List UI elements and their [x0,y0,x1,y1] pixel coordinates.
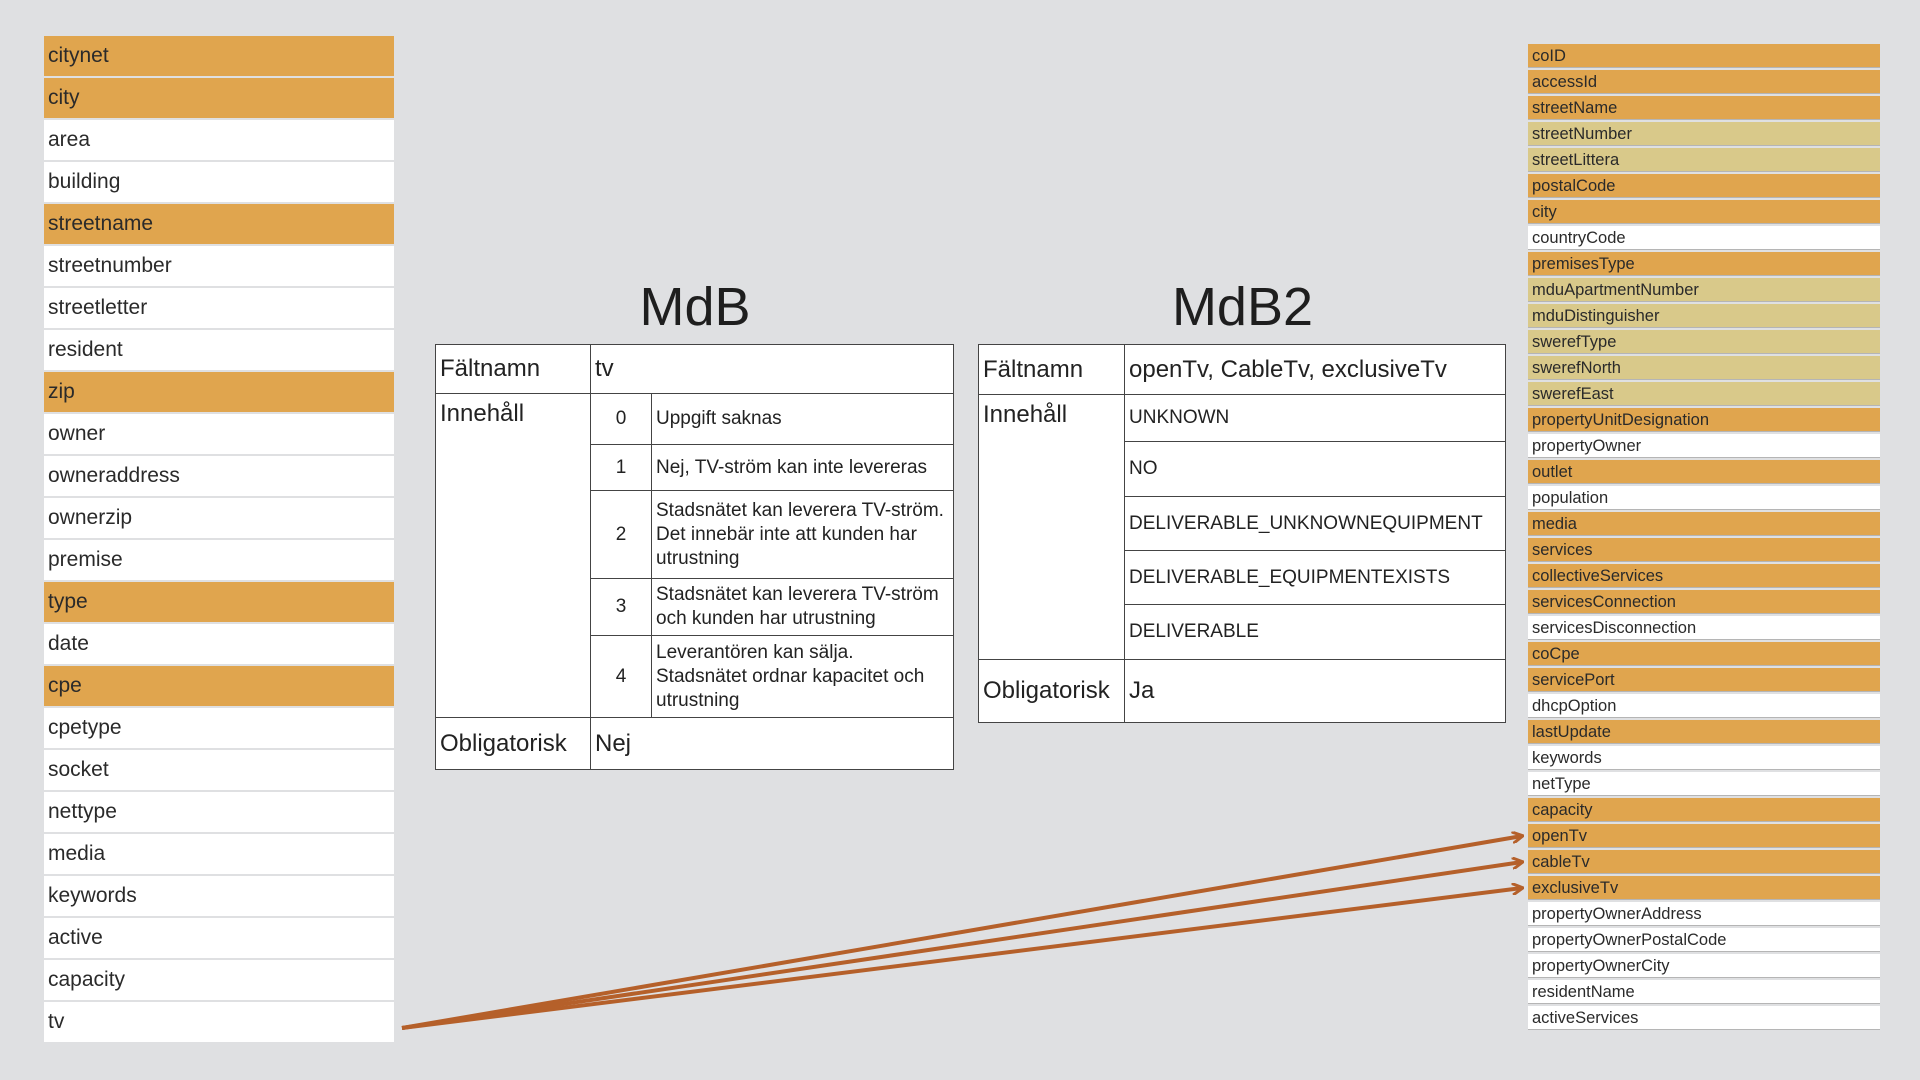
mdb-field-type: type [44,582,394,622]
mdb2-field-cabletv: cableTv [1528,850,1880,874]
mdb-field-date: date [44,624,394,664]
mdb2-field-capacity: capacity [1528,798,1880,822]
mdb-field-cpetype: cpetype [44,708,394,748]
required-value: Ja [1125,660,1506,723]
mdb2-field-media: media [1528,512,1880,536]
mdb2-field-coid: coID [1528,44,1880,68]
mdb2-field-activeservices: activeServices [1528,1006,1880,1030]
required-value: Nej [591,718,954,770]
mdb2-field-propertyownerpostalcode: propertyOwnerPostalCode [1528,928,1880,952]
mdb2-field-lastupdate: lastUpdate [1528,720,1880,744]
mdb-field-streetletter: streetletter [44,288,394,328]
mdb-field-building: building [44,162,394,202]
mdb2-field-propertyunitdesignation: propertyUnitDesignation [1528,408,1880,432]
value-description: Leverantören kan sälja. Stadsnätet ordnar kapacitet och utrustning [652,636,954,718]
mdb-field-zip: zip [44,372,394,412]
mdb2-field-swerefeast: swerefEast [1528,382,1880,406]
field-name-value: tv [591,345,954,394]
mdb2-field-population: population [1528,486,1880,510]
mdb-field-city: city [44,78,394,118]
mdb2-field-nettype: netType [1528,772,1880,796]
mdb2-field-swereftype: swerefType [1528,330,1880,354]
mdb-field-cpe: cpe [44,666,394,706]
mdb2-field-propertyowner: propertyOwner [1528,434,1880,458]
mdb2-field-residentname: residentName [1528,980,1880,1004]
mdb2-field-cocpe: coCpe [1528,642,1880,666]
mapping-arrow-exclusivetv [402,888,1522,1028]
mdb-field-capacity: capacity [44,960,394,1000]
value-code: 3 [591,579,652,636]
mdb2-field-collectiveservices: collectiveServices [1528,564,1880,588]
enum-value: DELIVERABLE_EQUIPMENTEXISTS [1125,551,1506,605]
mdb2-field-serviceport: servicePort [1528,668,1880,692]
value-description: Stadsnätet kan leverera TV-ström. Det innebär inte att kunden har utrustning [652,491,954,579]
mdb2-field-streetlittera: streetLittera [1528,148,1880,172]
value-description: Nej, TV-ström kan inte levereras [652,445,954,491]
mdb2-field-streetnumber: streetNumber [1528,122,1880,146]
mdb-title: MdB [639,277,751,337]
mapping-arrow-cabletv [402,862,1522,1028]
mdb-field-streetname: streetname [44,204,394,244]
mdb2-field-dhcpoption: dhcpOption [1528,694,1880,718]
mdb-field-keywords: keywords [44,876,394,916]
mdb-field-nettype: nettype [44,792,394,832]
value-code: 1 [591,445,652,491]
mdb2-field-exclusivetv: exclusiveTv [1528,876,1880,900]
value-code: 2 [591,491,652,579]
mapping-arrow-opentv [402,836,1522,1028]
field-name-label: Fältnamn [436,345,591,394]
field-name-value: openTv, CableTv, exclusiveTv [1125,345,1506,395]
mdb-field-area: area [44,120,394,160]
mdb2-field-mduapartmentnumber: mduApartmentNumber [1528,278,1880,302]
value-code: 0 [591,394,652,445]
required-label: Obligatorisk [979,660,1125,723]
mdb-field-tv: tv [44,1002,394,1042]
mdb2-field-opentv: openTv [1528,824,1880,848]
mdb2-field-city: city [1528,200,1880,224]
mdb2-field-premisestype: premisesType [1528,252,1880,276]
mdb2-field-propertyownercity: propertyOwnerCity [1528,954,1880,978]
required-label: Obligatorisk [436,718,591,770]
mdb2-field-swerefnorth: swerefNorth [1528,356,1880,380]
mdb2-field-accessid: accessId [1528,70,1880,94]
mdb2-field-mdudistinguisher: mduDistinguisher [1528,304,1880,328]
field-name-label: Fältnamn [979,345,1125,395]
mdb2-field-countrycode: countryCode [1528,226,1880,250]
enum-value: NO [1125,442,1506,497]
mdb2-field-servicesconnection: servicesConnection [1528,590,1880,614]
mdb2-field-propertyowneraddress: propertyOwnerAddress [1528,902,1880,926]
content-label: Innehåll [436,394,591,718]
mdb-field-active: active [44,918,394,958]
content-label: Innehåll [979,395,1125,660]
mdb-field-streetnumber: streetnumber [44,246,394,286]
mdb2-field-keywords: keywords [1528,746,1880,770]
value-description: Uppgift saknas [652,394,954,445]
enum-value: UNKNOWN [1125,395,1506,442]
mdb-field-resident: resident [44,330,394,370]
value-description: Stadsnätet kan leverera TV-ström och kunden har utrustning [652,579,954,636]
enum-value: DELIVERABLE [1125,605,1506,660]
mdb2-field-servicesdisconnection: servicesDisconnection [1528,616,1880,640]
enum-value: DELIVERABLE_UNKNOWNEQUIPMENT [1125,497,1506,551]
mdb2-title: MdB2 [1171,277,1314,337]
mdb-field-owneraddress: owneraddress [44,456,394,496]
mdb-field-premise: premise [44,540,394,580]
mdb2-field-services: services [1528,538,1880,562]
mdb2-field-outlet: outlet [1528,460,1880,484]
mdb2-field-streetname: streetName [1528,96,1880,120]
mdb-field-media: media [44,834,394,874]
mdb-field-owner: owner [44,414,394,454]
mdb-field-citynet: citynet [44,36,394,76]
mdb2-field-postalcode: postalCode [1528,174,1880,198]
value-code: 4 [591,636,652,718]
mdb-field-ownerzip: ownerzip [44,498,394,538]
mdb-field-socket: socket [44,750,394,790]
